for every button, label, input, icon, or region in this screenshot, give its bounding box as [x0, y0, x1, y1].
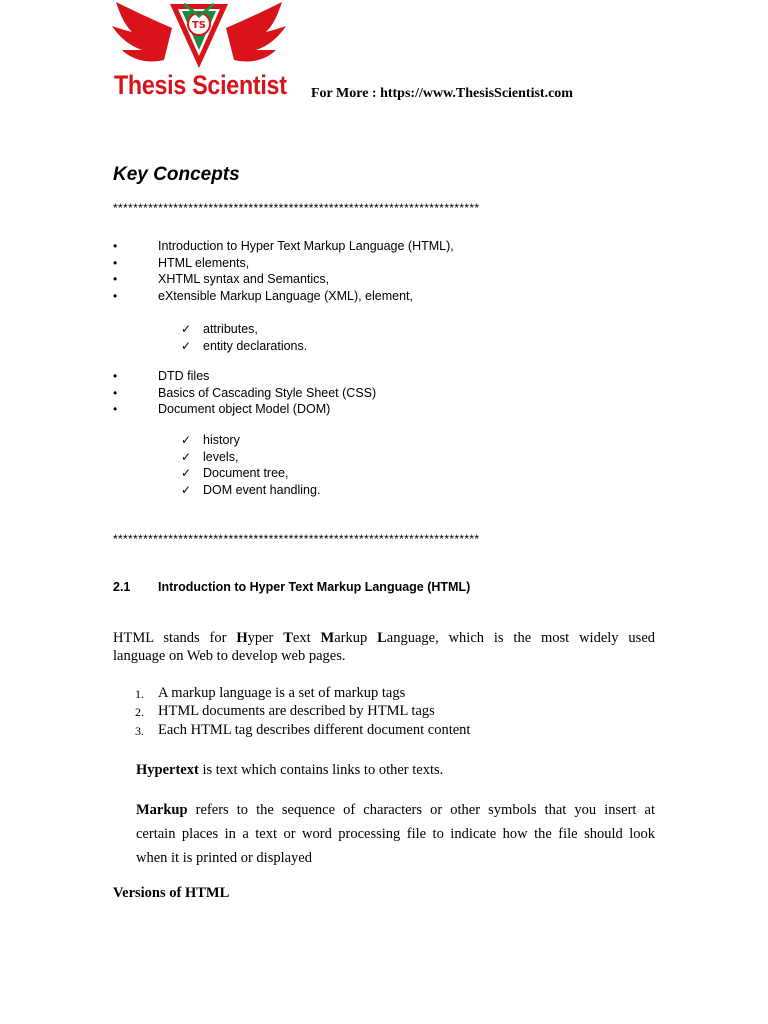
key-concepts-title: Key Concepts: [113, 164, 240, 185]
bullet-icon: •: [113, 255, 118, 270]
key-concepts-sublist-b: [181, 432, 321, 498]
list-item: • XHTML syntax and Semantics,: [113, 272, 330, 286]
for-more-link[interactable]: For More : https://www.ThesisScientist.com: [311, 86, 573, 101]
bullet-icon: •: [113, 239, 118, 253]
list-item: • HTML elements,: [113, 255, 250, 270]
star-divider-top: *************************************************************************: [113, 201, 480, 215]
intro-line-1: HTML stands for Hyper Text Markup Language, which is the most widely used: [113, 630, 656, 646]
checkmark-icon: ✓: [181, 433, 192, 447]
list-item: ✓ DOM event handling.: [181, 482, 321, 497]
thesis-scientist-logo: [110, 0, 288, 108]
list-item: 3. Each HTML tag describes different document content: [135, 721, 471, 738]
intro-line-2: language on Web to develop web pages.: [113, 648, 346, 664]
list-item: • Basics of Cascading Style Sheet (CSS): [113, 385, 377, 400]
list-item: ✓ history: [181, 433, 240, 447]
markup-definition: Markup refers to the sequence of characters or other symbols that you insert at certain places in a text or word processing file to indicate how the file should look when it is printed or displayed: [136, 802, 655, 866]
checkmark-icon: ✓: [181, 466, 192, 480]
winged-shield-icon: [110, 0, 288, 72]
numbered-list: [135, 684, 471, 739]
list-item: • DTD files: [113, 369, 210, 383]
key-concepts-list-a: [113, 238, 454, 304]
list-item: • eXtensible Markup Language (XML), element,: [113, 288, 414, 303]
star-divider-bottom: *************************************************************************: [113, 532, 480, 546]
checkmark-icon: ✓: [181, 482, 192, 497]
bullet-icon: •: [113, 369, 118, 383]
section-title: Introduction to Hyper Text Markup Language (HTML): [158, 580, 471, 594]
list-item: • Document object Model (DOM): [113, 402, 331, 416]
section-number: 2.1: [113, 580, 131, 594]
list-item: 1. A markup language is a set of markup tags: [135, 685, 406, 701]
checkmark-icon: ✓: [181, 449, 192, 464]
list-item: ✓ attributes,: [181, 322, 258, 336]
hypertext-definition: Hypertext is text which contains links to other texts.: [136, 762, 444, 778]
versions-heading: Versions of HTML: [113, 885, 230, 901]
bullet-icon: •: [113, 272, 118, 286]
logo-wordmark: Thesis Scientist: [114, 70, 287, 100]
intro-paragraph: [113, 629, 655, 665]
logo-badge: TS: [191, 20, 207, 31]
checkmark-icon: ✓: [181, 338, 192, 353]
list-item: • Introduction to Hyper Text Markup Language (HTML),: [113, 239, 454, 253]
list-item: ✓ levels,: [181, 449, 239, 464]
list-item: ✓ entity declarations.: [181, 338, 308, 353]
list-item: ✓ Document tree,: [181, 466, 289, 480]
list-item: 2. HTML documents are described by HTML tags: [135, 703, 435, 720]
bullet-icon: •: [113, 402, 118, 416]
bullet-icon: •: [113, 288, 118, 303]
key-concepts-list-b: [113, 368, 377, 418]
key-concepts-sublist-a: [181, 321, 308, 354]
bullet-icon: •: [113, 385, 118, 400]
checkmark-icon: ✓: [181, 322, 192, 336]
